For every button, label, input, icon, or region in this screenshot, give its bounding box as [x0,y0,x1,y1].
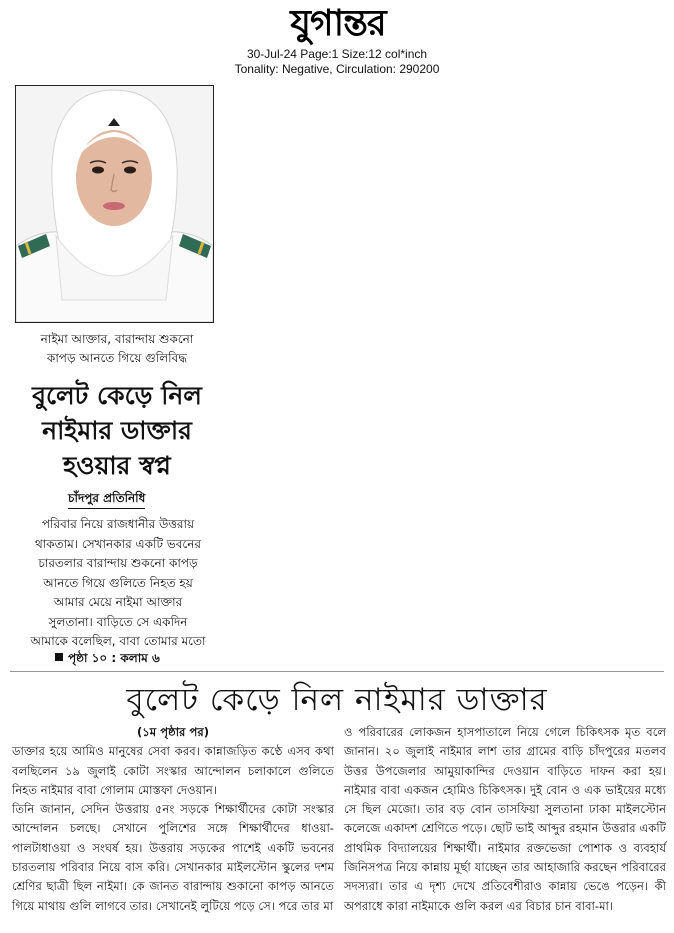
newspaper-logo: যুগান্তর [290,3,386,44]
byline: চাঁদপুর প্রতিনিধি [68,490,145,509]
headline-line: বুলেট কেড়ে নিল [32,381,202,410]
lead-line: থাকতাম। সেখানকার একটি ভবনের [34,536,202,551]
lead-line: সুলতানা। বাড়িতে সে একদিন [48,614,188,629]
article-column-1 [12,723,334,916]
lead-line: পরিবার নিয়ে রাজধানীর উত্তরায় [41,517,195,531]
continuation-title: বুলেট কেড়ে নিল নাইমার ডাক্তার [126,682,548,718]
lead-line: আমাকে বলেছিল, বাবা তোমার মতো [30,634,206,648]
continued-from-label: (১ম পৃষ্ঠার পর) [136,725,210,739]
column-paragraph: ডাক্তার হয়ে আমিও মানুষের সেবা করব। কান্নাজড়িত কণ্ঠে এসব কথা বলছিলেন ১৯ জুলাই কোটা সংস্কার আন্দোলন চলাকালে গুলিতে নিহত নাইমার বাবা গোলাম মোস্তফা দেওয়ান। [12,744,334,797]
portrait-photo [15,85,214,323]
caption-line: নাইমা আক্তার, বারান্দায় শুকনো [40,332,194,346]
jump-reference [55,650,160,666]
headline-line: হওয়ার স্বপ্ন [63,451,171,480]
lead-line: চারতলার বারান্দায় শুকনো কাপড় [38,556,198,570]
headline-line: নাইমার ডাক্তার [42,416,192,445]
lead-line: আনতে গিয়ে গুলিতে নিহত হয় [43,575,193,590]
column-paragraph: ও পরিবারের লোকজন হাসপাতালে নিয়ে গেলে চিকিৎসক মৃত বলে জানান। ২০ জুলাই নাইমার লাশ তার গ্রামের বাড়ি চাঁদপুরের মতলব উত্তর উপজেলার আমুয়াকান্দির দেওয়ান বাড়িতে দাফন করা হয়। নাইমার বাবা একজন হোমিও চিকিৎসক। দুই বোন ও এক ভাইয়ের মধ্যে সে ছিল মেজো। তার বড় বোন তাসফিয়া সুলতানা ঢাকা মাইলস্টোন কলেজে একাদশ শ্রেণিতে পড়ে। ছোট ভাই আব্দুর রহমান উত্তরার একটি প্রাথমিক বিদ্যালয়ের শিক্ষার্থী। নাইমার রক্তভেজা পোশাক ও ব্যবহার্য জিনিসপত্র নিয়ে কান্নায় মূর্ছা যাচ্ছেন তার আহাজারি করছেন পরিবারের সদস্যরা। তার এ দৃশ্য দেখে প্রতিবেশীরাও কান্নায় ভেঙে পড়েন। কী অপরাধে কারা নাইমাকে গুলি করল এর বিচার চান বাবা-মা। [344,725,666,913]
jump-text: পৃষ্ঠা ১০ : কলাম ৬ [68,651,160,665]
lead-line: আমার মেয়ে নাইমা আক্তার [53,595,183,609]
portrait-illustration [16,86,213,322]
front-headline [10,378,224,483]
square-bullet-icon [55,653,63,661]
section-divider [10,671,664,672]
clipping-meta-date-page: 30-Jul-24 Page:1 Size:12 col*inch [246,47,428,61]
column-paragraph: তিনি জানান, সেদিন উত্তরায় ৫নং সড়কে শিক্ষার্থীদের কোটা সংস্কার আন্দোলন চলছে। সেখানে পুলিশের সঙ্গে শিক্ষার্থীদের ধাওয়া-পালটাধাওয়া ও সংঘর্ষ হয়। উত্তরায় সড়কের পাশেই একটি ভবনের চারতলায় পরিবার নিয়ে বাস করি। সেখানকার মাইলস্টোন স্কুলের দশম শ্রেণির ছাত্রী ছিল নাইমা। কে জানত বারান্দায় শুকানো কাপড় আনতে গিয়ে মাথায় গুলি লাগবে তার। সেখানেই লুটিয়ে পড়ে সে। পরে তার মা [12,802,334,913]
article-column-2 [344,723,666,916]
clipping-meta-tonality: Tonality: Negative, Circulation: 290200 [234,62,440,76]
lead-paragraph [12,515,224,652]
caption-line: কাপড় আনতে গিয়ে গুলিবিদ্ধ [46,351,188,365]
photo-caption [10,330,224,368]
